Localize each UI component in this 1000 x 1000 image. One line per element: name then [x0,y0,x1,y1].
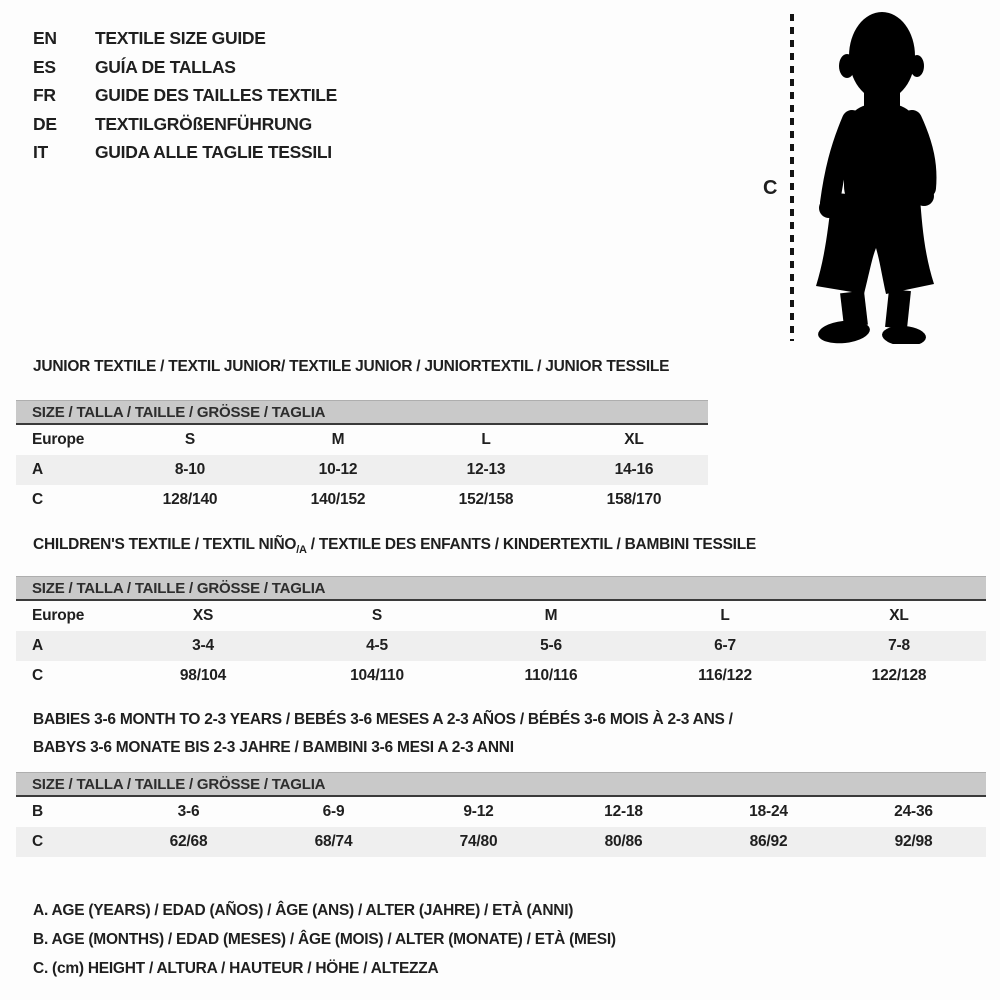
junior-size-table [16,400,708,515]
table-cell: 6-9 [322,803,345,820]
table-cell: 6-7 [714,637,736,654]
lang-item-fr [33,81,337,110]
children-title-sub: /A [296,544,307,556]
table-cell: 128/140 [162,491,218,508]
table-cell: 74/80 [459,833,498,850]
row-label: A [32,637,43,654]
lang-code: EN [33,28,57,48]
children-title-pre: CHILDREN'S TEXTILE / TEXTIL NIÑO [33,536,297,553]
table-row [16,827,986,857]
table-cell: 152/158 [458,491,514,508]
legend-line-c: C. (cm) HEIGHT / ALTURA / HAUTEUR / HÖHE / ALTEZZA [33,960,439,977]
junior-section-title: JUNIOR TEXTILE / TEXTIL JUNIOR/ TEXTILE JUNIOR / JUNIORTEXTIL / JUNIOR TESSILE [33,358,670,375]
row-label: Europe [32,607,85,624]
lang-label: TEXTILGRÖßENFÜHRUNG [95,113,312,134]
legend-line-b: B. AGE (MONTHS) / EDAD (MESES) / ÂGE (MOIS) / ALTER (MONATE) / ETÀ (MESI) [33,931,616,948]
lang-item-es [33,53,337,82]
size-header-bar: SIZE / TALLA / TAILLE / GRÖSSE / TAGLIA [16,772,986,797]
lang-label: GUIDE DES TAILLES TEXTILE [95,85,338,105]
row-label: Europe [32,431,85,448]
table-cell: 3-4 [192,637,214,654]
lang-item-it [33,138,337,167]
table-cell: 9-12 [463,803,494,820]
table-cell: 116/122 [698,667,752,684]
language-list [33,24,337,167]
babies-size-table [16,772,986,857]
height-dotted-line [790,14,794,341]
table-cell: 80/86 [604,833,643,850]
table-row [16,601,986,631]
table-cell: 4-5 [366,637,388,654]
table-cell: 122/128 [871,667,927,684]
table-cell: 98/104 [179,667,227,684]
children-section-title [33,536,756,556]
table-cell: L [481,431,491,448]
legend-line-a: A. AGE (YEARS) / EDAD (AÑOS) / ÂGE (ANS) / ALTER (JAHRE) / ETÀ (ANNI) [33,902,574,919]
lang-label: GUIDA ALLE TAGLIE TESSILI [95,142,332,162]
table-cell: 110/116 [524,667,578,684]
lang-label: TEXTILE SIZE GUIDE [95,28,266,48]
lang-code: DE [33,113,57,134]
table-cell: S [371,607,383,624]
row-label: C [32,667,43,684]
table-cell: 24-36 [894,803,933,820]
baby-silhouette-icon [800,8,952,344]
lang-label: GUÍA DE TALLAS [95,56,236,77]
row-label: C [32,833,43,850]
table-cell: 10-12 [318,461,358,478]
row-label: A [32,461,43,478]
table-cell: 158/170 [606,491,662,508]
table-cell: 12-13 [466,461,506,478]
table-cell: 68/74 [314,833,353,850]
height-marker-label: C [763,177,778,199]
table-cell: 7-8 [888,637,910,654]
table-cell: 92/98 [894,833,933,850]
lang-item-de [33,110,337,139]
table-cell: 14-16 [614,461,654,478]
table-row [16,485,708,515]
table-cell: S [184,431,196,448]
table-cell: XS [192,607,214,624]
lang-code: IT [33,142,48,162]
table-row [16,661,986,691]
table-cell: 18-24 [749,803,788,820]
table-row [16,455,708,485]
table-row [16,631,986,661]
table-cell: 5-6 [540,637,562,654]
table-cell: M [544,607,558,624]
row-label: B [32,803,43,820]
children-size-table [16,576,986,691]
table-cell: XL [889,607,909,624]
table-cell: 3-6 [177,803,200,820]
table-row [16,797,986,827]
lang-code: ES [33,56,56,77]
lang-code: FR [33,85,56,105]
table-cell: L [720,607,730,624]
table-row [16,425,708,455]
table-cell: M [331,431,345,448]
table-cell: 62/68 [169,833,208,850]
babies-section-title [33,706,973,762]
table-cell: 104/110 [350,667,404,684]
table-cell: XL [624,431,644,448]
legend [33,896,616,983]
table-cell: 86/92 [749,833,788,850]
children-title-post: / TEXTILE DES ENFANTS / KINDERTEXTIL / BAMBINI TESSILE [306,536,757,553]
babies-title-line1: BABIES 3-6 MONTH TO 2-3 YEARS / BEBÉS 3-6 MESES A 2-3 AÑOS / BÉBÉS 3-6 MOIS À 2-3 ANS / [33,711,733,728]
babies-title-line2: BABYS 3-6 MONATE BIS 2-3 JAHRE / BAMBINI 3-6 MESI A 2-3 ANNI [33,739,514,756]
size-header-bar: SIZE / TALLA / TAILLE / GRÖSSE / TAGLIA [16,400,708,425]
size-header-bar: SIZE / TALLA / TAILLE / GRÖSSE / TAGLIA [16,576,986,601]
row-label: C [32,491,43,508]
lang-item-en [33,24,337,53]
table-cell: 8-10 [174,461,206,478]
table-cell: 140/152 [310,491,366,508]
table-cell: 12-18 [604,803,643,820]
